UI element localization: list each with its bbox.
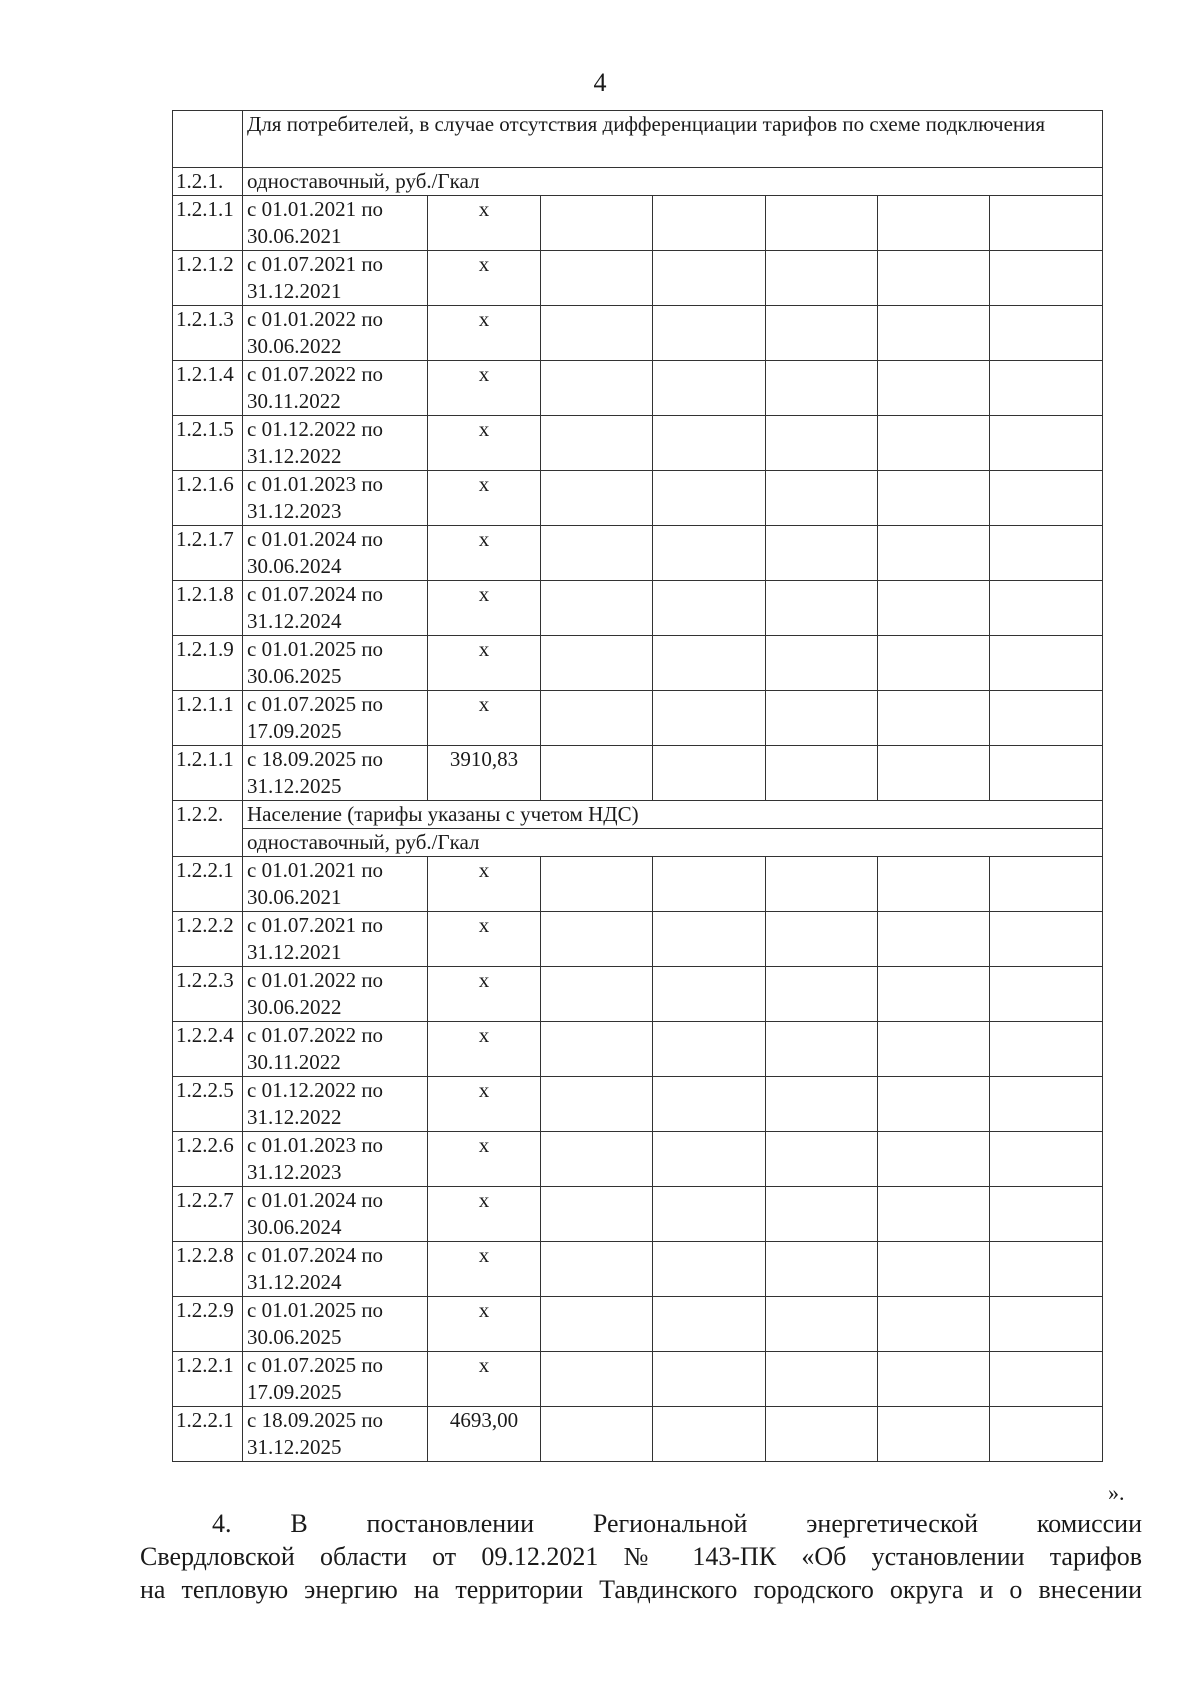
empty-cell [766,306,878,361]
period-end: 31.12.2022 [247,444,342,468]
row-period [243,416,428,471]
period-start: с 01.01.2022 по [247,307,384,331]
empty-cell [541,967,653,1022]
row-value: х [428,251,541,306]
empty-cell [653,251,766,306]
row-number: 1.2.2.3 [173,967,243,1022]
empty-cell [990,1077,1103,1132]
table-row [173,306,1103,361]
row-period [243,581,428,636]
table-row [173,526,1103,581]
empty-cell [766,581,878,636]
period-start: с 01.01.2024 по [247,527,384,551]
empty-cell [653,416,766,471]
empty-cell [878,196,990,251]
empty-cell [653,691,766,746]
row-value: х [428,416,541,471]
row-period [243,1077,428,1132]
period-end: 31.12.2021 [247,279,342,303]
period-start: с 01.07.2021 по [247,913,384,937]
row-period [243,251,428,306]
period-start: с 01.07.2024 по [247,582,384,606]
empty-cell [766,691,878,746]
row-number: 1.2.2.1 [173,1407,243,1462]
table-row [173,1242,1103,1297]
row-period [243,1132,428,1187]
row-period [243,1352,428,1407]
period-end: 31.12.2023 [247,499,342,523]
period-end: 30.06.2024 [247,554,342,578]
empty-cell [653,1297,766,1352]
empty-cell [990,251,1103,306]
empty-cell [766,912,878,967]
empty-cell [653,1022,766,1077]
empty-cell [541,306,653,361]
row-number: 1.2.2.9 [173,1297,243,1352]
empty-cell [878,416,990,471]
empty-cell [766,416,878,471]
period-end: 30.06.2025 [247,1325,342,1349]
row-period [243,1407,428,1462]
period-start: с 01.01.2022 по [247,968,384,992]
empty-cell [878,1242,990,1297]
empty-cell [541,526,653,581]
empty-cell [541,746,653,801]
closing-quote: ». [1108,1480,1125,1505]
empty-cell [766,361,878,416]
empty-cell [990,912,1103,967]
empty-cell [766,746,878,801]
row-period [243,746,428,801]
empty-cell [878,691,990,746]
section-122-sub-label: одноставочный, руб./Гкал [243,829,1103,857]
empty-cell [653,1132,766,1187]
table-row [173,416,1103,471]
period-end: 31.12.2021 [247,940,342,964]
period-end: 31.12.2023 [247,1160,342,1184]
section-121-num: 1.2.1. [173,168,243,196]
empty-cell [990,1407,1103,1462]
row-value: х [428,636,541,691]
empty-cell [541,471,653,526]
empty-cell [878,251,990,306]
period-end: 31.12.2025 [247,1435,342,1459]
empty-cell [878,1187,990,1242]
row-value: х [428,1022,541,1077]
empty-cell [541,691,653,746]
empty-cell [878,361,990,416]
empty-cell [990,1132,1103,1187]
row-period [243,1187,428,1242]
empty-cell [990,471,1103,526]
table-row [173,196,1103,251]
empty-cell [653,1242,766,1297]
period-end: 30.06.2021 [247,885,342,909]
empty-cell [878,1297,990,1352]
empty-cell [766,1352,878,1407]
empty-cell [541,416,653,471]
section-121-row [173,168,1103,196]
table-row [173,251,1103,306]
row-value: х [428,361,541,416]
row-value: х [428,967,541,1022]
empty-cell [766,1242,878,1297]
period-end: 30.06.2022 [247,995,342,1019]
empty-cell [653,1407,766,1462]
period-end: 30.06.2024 [247,1215,342,1239]
empty-cell [541,1297,653,1352]
row-value: х [428,196,541,251]
header-text-cell: Для потребителей, в случае отсутствия дифференциации тарифов по схеме подключения [243,111,1103,168]
row-period [243,471,428,526]
paragraph-line-3: на тепловую энергию на территории Тавдинского городского округа и о внесении [140,1575,1142,1604]
row-period [243,636,428,691]
period-start: с 01.01.2023 по [247,472,384,496]
table-row [173,471,1103,526]
row-period [243,1297,428,1352]
empty-cell [653,581,766,636]
table-row [173,1187,1103,1242]
empty-cell [878,1132,990,1187]
row-period [243,857,428,912]
empty-cell [653,636,766,691]
row-number: 1.2.1.4 [173,361,243,416]
empty-cell [990,1242,1103,1297]
table-row [173,1352,1103,1407]
row-period [243,361,428,416]
row-period [243,306,428,361]
period-start: с 01.12.2022 по [247,417,384,441]
table-row [173,1407,1103,1462]
empty-cell [766,1132,878,1187]
row-value: х [428,691,541,746]
empty-cell [653,196,766,251]
empty-cell [878,581,990,636]
empty-cell [878,306,990,361]
empty-cell [766,1022,878,1077]
row-value: х [428,526,541,581]
empty-cell [766,471,878,526]
empty-cell [878,746,990,801]
row-value: х [428,857,541,912]
row-number: 1.2.1.1 [173,196,243,251]
empty-cell [653,1187,766,1242]
header-num-cell [173,111,243,168]
tariff-table [172,110,1103,1462]
table-row [173,636,1103,691]
table-row [173,691,1103,746]
row-period [243,196,428,251]
row-value: х [428,1297,541,1352]
period-end: 30.06.2025 [247,664,342,688]
empty-cell [990,636,1103,691]
period-start: с 01.01.2025 по [247,637,384,661]
empty-cell [541,1407,653,1462]
empty-cell [541,361,653,416]
period-start: с 01.07.2022 по [247,1023,384,1047]
empty-cell [878,471,990,526]
period-end: 30.11.2022 [247,389,341,413]
row-number: 1.2.1.2 [173,251,243,306]
empty-cell [990,746,1103,801]
row-value: х [428,581,541,636]
empty-cell [990,416,1103,471]
empty-cell [653,967,766,1022]
section-122-label: Население (тарифы указаны с учетом НДС) [243,801,1103,829]
empty-cell [878,1077,990,1132]
empty-cell [878,636,990,691]
empty-cell [541,636,653,691]
table-row [173,1297,1103,1352]
paragraph-line-1: 4. В постановлении Региональной энергетической комиссии [212,1509,1142,1538]
empty-cell [990,1022,1103,1077]
empty-cell [653,1077,766,1132]
row-number: 1.2.2.8 [173,1242,243,1297]
table-row [173,361,1103,416]
row-period [243,526,428,581]
empty-cell [653,746,766,801]
empty-cell [766,526,878,581]
row-number: 1.2.2.1 [173,857,243,912]
period-start: с 01.01.2025 по [247,1298,384,1322]
empty-cell [990,196,1103,251]
table-header-row [173,111,1103,168]
empty-cell [541,581,653,636]
empty-cell [766,1297,878,1352]
period-start: с 01.07.2021 по [247,252,384,276]
empty-cell [541,912,653,967]
empty-cell [990,857,1103,912]
empty-cell [766,1187,878,1242]
table-row [173,912,1103,967]
period-end: 17.09.2025 [247,1380,342,1404]
period-start: с 01.07.2025 по [247,1353,384,1377]
section-122-row [173,801,1103,829]
empty-cell [541,1187,653,1242]
row-value: х [428,1077,541,1132]
empty-cell [990,967,1103,1022]
row-number: 1.2.2.1 [173,1352,243,1407]
row-number: 1.2.2.5 [173,1077,243,1132]
empty-cell [766,967,878,1022]
row-number: 1.2.2.7 [173,1187,243,1242]
row-value: 4693,00 [428,1407,541,1462]
row-number: 1.2.2.2 [173,912,243,967]
empty-cell [878,526,990,581]
table-row [173,1132,1103,1187]
empty-cell [653,857,766,912]
period-end: 31.12.2024 [247,1270,342,1294]
empty-cell [990,1352,1103,1407]
empty-cell [653,361,766,416]
empty-cell [541,1077,653,1132]
empty-cell [990,1187,1103,1242]
empty-cell [541,857,653,912]
row-period [243,967,428,1022]
page-number: 4 [593,68,607,97]
empty-cell [653,912,766,967]
row-value: х [428,1187,541,1242]
empty-cell [766,196,878,251]
empty-cell [541,1352,653,1407]
body-paragraph [140,1507,1142,1606]
period-start: с 01.01.2024 по [247,1188,384,1212]
empty-cell [766,1407,878,1462]
row-number: 1.2.1.1 [173,746,243,801]
row-period [243,1022,428,1077]
empty-cell [878,1352,990,1407]
period-start: с 01.07.2022 по [247,362,384,386]
period-start: с 18.09.2025 по [247,1408,384,1432]
row-number: 1.2.1.9 [173,636,243,691]
empty-cell [990,306,1103,361]
period-start: с 01.01.2021 по [247,858,384,882]
row-number: 1.2.2.4 [173,1022,243,1077]
period-end: 30.06.2022 [247,334,342,358]
row-number: 1.2.1.3 [173,306,243,361]
empty-cell [990,361,1103,416]
empty-cell [878,967,990,1022]
period-start: с 18.09.2025 по [247,747,384,771]
row-number: 1.2.1.1 [173,691,243,746]
empty-cell [878,912,990,967]
row-number: 1.2.1.5 [173,416,243,471]
row-value: х [428,1242,541,1297]
row-value: 3910,83 [428,746,541,801]
table-row [173,857,1103,912]
empty-cell [766,251,878,306]
empty-cell [766,857,878,912]
table-row [173,581,1103,636]
empty-cell [541,1022,653,1077]
empty-cell [878,857,990,912]
empty-cell [990,526,1103,581]
period-end: 30.11.2022 [247,1050,341,1074]
table-row [173,1077,1103,1132]
section-121-label: одноставочный, руб./Гкал [243,168,1103,196]
empty-cell [541,1242,653,1297]
period-end: 31.12.2022 [247,1105,342,1129]
period-end: 17.09.2025 [247,719,342,743]
row-number: 1.2.1.6 [173,471,243,526]
row-value: х [428,1352,541,1407]
period-end: 31.12.2025 [247,774,342,798]
row-value: х [428,912,541,967]
empty-cell [878,1022,990,1077]
empty-cell [541,1132,653,1187]
period-start: с 01.01.2023 по [247,1133,384,1157]
table-body [173,111,1103,1462]
empty-cell [653,526,766,581]
empty-cell [541,251,653,306]
row-value: х [428,1132,541,1187]
empty-cell [990,581,1103,636]
row-value: х [428,306,541,361]
row-number: 1.2.1.8 [173,581,243,636]
period-start: с 01.12.2022 по [247,1078,384,1102]
row-number: 1.2.2.6 [173,1132,243,1187]
period-end: 31.12.2024 [247,609,342,633]
paragraph-line-2: Свердловской области от 09.12.2021 № 143-ПК «Об установлении тарифов [140,1542,1142,1571]
row-value: х [428,471,541,526]
empty-cell [653,471,766,526]
period-start: с 01.01.2021 по [247,197,384,221]
empty-cell [878,1407,990,1462]
period-end: 30.06.2021 [247,224,342,248]
period-start: с 01.07.2025 по [247,692,384,716]
empty-cell [541,196,653,251]
section-122-sub-row [173,829,1103,857]
table-row [173,967,1103,1022]
empty-cell [990,1297,1103,1352]
row-number: 1.2.1.7 [173,526,243,581]
table-row [173,746,1103,801]
table-row [173,1022,1103,1077]
row-period [243,691,428,746]
empty-cell [766,1077,878,1132]
empty-cell [653,1352,766,1407]
empty-cell [766,636,878,691]
row-period [243,912,428,967]
empty-cell [990,691,1103,746]
period-start: с 01.07.2024 по [247,1243,384,1267]
row-period [243,1242,428,1297]
empty-cell [653,306,766,361]
section-122-num: 1.2.2. [173,801,243,857]
